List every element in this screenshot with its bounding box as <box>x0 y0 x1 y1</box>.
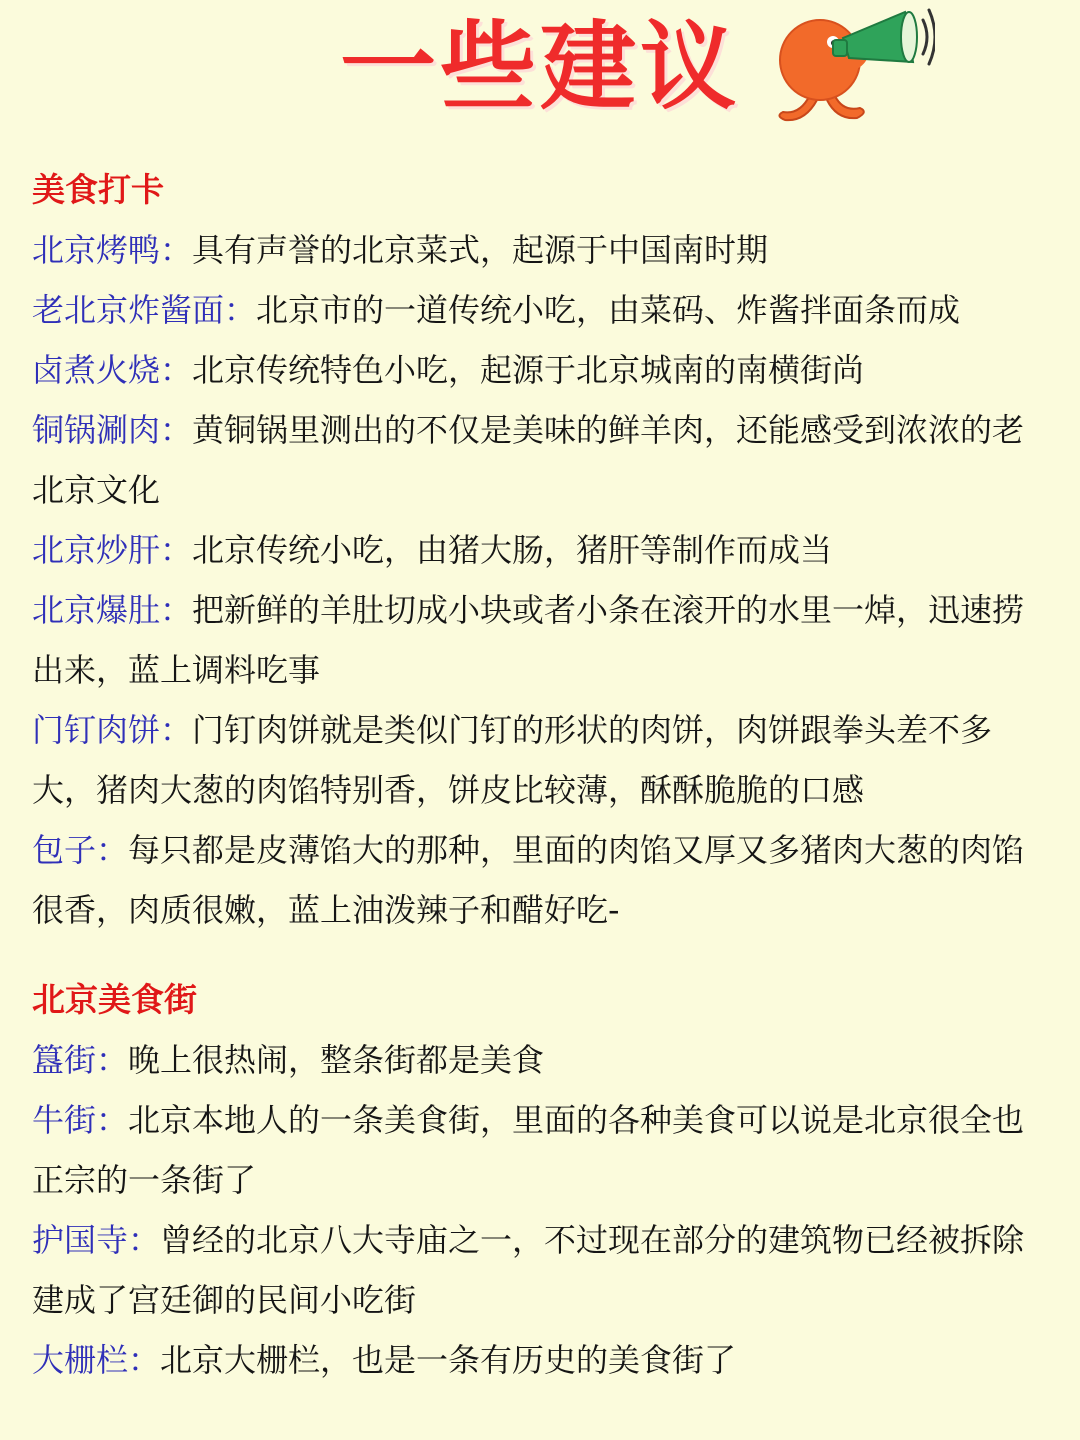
list-item <box>32 1330 1052 1390</box>
list-item <box>32 400 1052 520</box>
item-name: 大栅栏： <box>32 1341 161 1379</box>
item-name: 北京炒肝： <box>32 531 193 569</box>
item-name: 卤煮火烧： <box>32 351 193 389</box>
item-description: 黄铜锅里测出的不仅是美味的鲜羊肉，还能感受到浓浓的老北京文化 <box>32 411 1025 509</box>
header <box>0 0 1080 140</box>
list-item <box>32 580 1052 700</box>
item-name: 铜锅涮肉： <box>32 411 193 449</box>
item-description: 北京大栅栏，也是一条有历史的美食街了 <box>160 1341 737 1379</box>
list-item <box>32 1030 1052 1090</box>
item-name: 老北京炸酱面： <box>32 291 257 329</box>
item-description: 每只都是皮薄馅大的那种，里面的肉馅又厚又多猪肉大葱的肉馅很香，肉质很嫩，蓝上油泼辣子和醋好吃- <box>32 831 1025 929</box>
item-name: 门钉肉饼： <box>32 711 193 749</box>
item-name: 北京爆肚： <box>32 591 193 629</box>
list-item <box>32 820 1052 940</box>
item-description: 北京本地人的一条美食街，里面的各种美食可以说是北京很全也正宗的一条街了 <box>32 1101 1025 1199</box>
item-description: 北京传统特色小吃，起源于北京城南的南横街尚 <box>192 351 865 389</box>
item-name: 北京烤鸭： <box>32 231 193 269</box>
item-name: 牛街： <box>32 1101 129 1139</box>
section-title-food-checkin: 美食打卡 <box>32 170 164 209</box>
list-item <box>32 1210 1052 1330</box>
item-description: 晚上很热闹，整条街都是美食 <box>128 1041 545 1079</box>
section-title-food-streets: 北京美食街 <box>32 980 197 1019</box>
list-item <box>32 280 1052 340</box>
megaphone-mascot-icon <box>765 0 935 130</box>
item-description: 具有声誉的北京菜式，起源于中国南时期 <box>192 231 769 269</box>
content <box>32 160 1052 1390</box>
list-item <box>32 340 1052 400</box>
item-description: 北京传统小吃，由猪大肠，猪肝等制作而成当 <box>192 531 833 569</box>
item-description: 北京市的一道传统小吃，由菜码、炸酱拌面条而成 <box>256 291 961 329</box>
item-description: 把新鲜的羊肚切成小块或者小条在滚开的水里一焯，迅速捞出来，蓝上调料吃事 <box>32 591 1025 689</box>
item-name: 包子： <box>32 831 129 869</box>
list-item <box>32 220 1052 280</box>
item-name: 簋街： <box>32 1041 129 1079</box>
section-spacer <box>32 940 1052 970</box>
list-item <box>32 700 1052 820</box>
item-description: 门钉肉饼就是类似门钉的形状的肉饼，肉饼跟拳头差不多大，猪肉大葱的肉馅特别香，饼皮比较薄，酥酥脆脆的口感 <box>32 711 993 809</box>
page-title: 一些建议 <box>340 11 740 123</box>
item-description: 曾经的北京八大寺庙之一，不过现在部分的建筑物已经被拆除建成了宫廷御的民间小吃街 <box>32 1221 1025 1319</box>
list-item <box>32 520 1052 580</box>
list-item <box>32 1090 1052 1210</box>
item-name: 护国寺： <box>32 1221 161 1259</box>
